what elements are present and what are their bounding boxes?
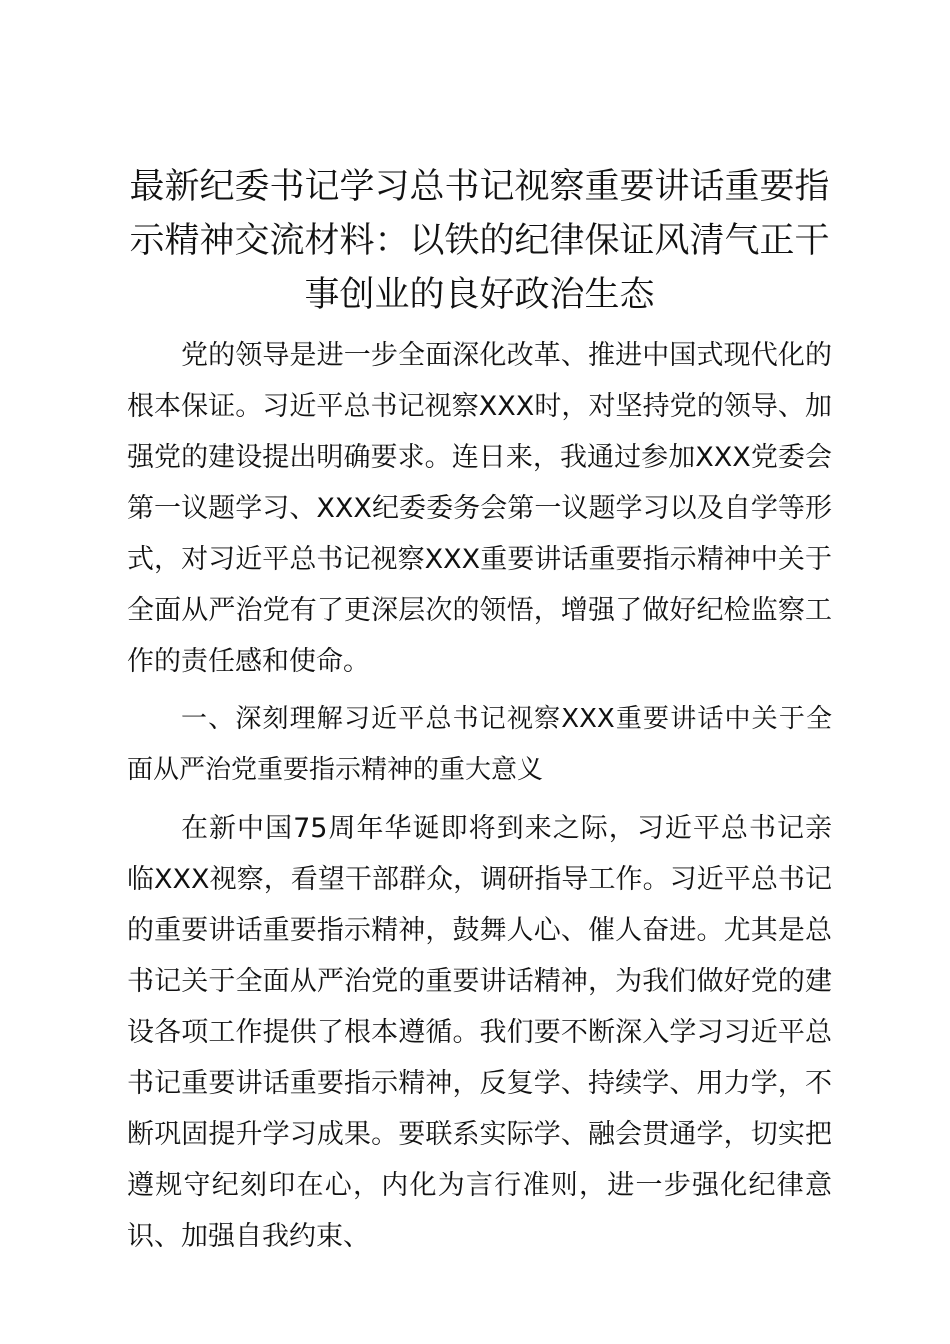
section-heading-1: 一、深刻理解习近平总书记视察XXX重要讲话中关于全面从严治党重要指示精神的重大意义 [127, 704, 832, 785]
body-paragraph-2: 在新中国75周年华诞即将到来之际，习近平总书记亲临XXX视察，看望干部群众，调研指导工作。习近平总书记的重要讲话重要指示精神，鼓舞人心、催人奋进。尤其是总书记关于全面从严治党的重要讲话精神，为我们做好党的建设各项工作提供了根本遵循。我们要不断深入学习习近平总书记重要讲话重要指示精神，反复学、持续学、用力学，不断巩固提升学习成果。要联系实际学、融会贯通学，切实把遵规守纪刻印在心，内化为言行准则，进一步强化纪律意识、加强自我约束、 [127, 813, 832, 1252]
body-paragraph-1: 党的领导是进一步全面深化改革、推进中国式现代化的根本保证。习近平总书记视察XXX时，对坚持党的领导、加强党的建设提出明确要求。连日来，我通过参加XXX党委会第一议题学习、XXX纪委委务会第一议题学习以及自学等形式，对习近平总书记视察XXX重要讲话重要指示精神中关于全面从严治党有了更深层次的领悟，增强了做好纪检监察工作的责任感和使命。 [127, 340, 832, 677]
document-title: 最新纪委书记学习总书记视察重要讲话重要指示精神交流材料：以铁的纪律保证风清气正干事创业的良好政治生态 [129, 167, 830, 315]
document-page [127, 160, 832, 1262]
